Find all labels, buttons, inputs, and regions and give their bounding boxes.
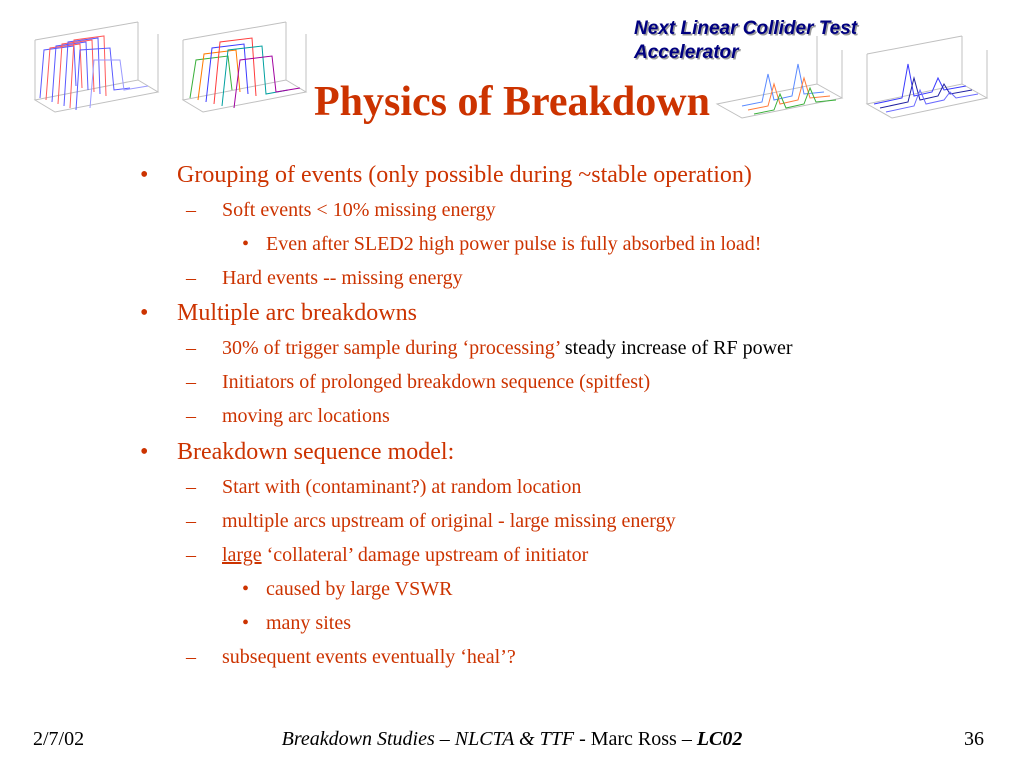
bullet-mark: • xyxy=(242,233,250,255)
footer-center-italic: Breakdown Studies – NLCTA & TTF xyxy=(281,728,575,750)
sub-bullet-text: Initiators of prolonged breakdown sequence (spitfest) xyxy=(222,371,651,393)
sub-sub-bullet-text: Even after SLED2 high power pulse is fully absorbed in load! xyxy=(266,233,762,255)
sub-bullet-text-rest: ‘collateral’ damage upstream of initiator xyxy=(261,544,589,566)
footer-center xyxy=(0,726,1024,752)
dash-mark: – xyxy=(186,646,196,668)
dash-mark: – xyxy=(186,199,196,221)
bullet-mark: • xyxy=(242,578,250,600)
sub-bullet-text xyxy=(222,542,588,568)
sub-sub-bullet-text: caused by large VSWR xyxy=(266,578,453,600)
sub-bullet-text: multiple arcs upstream of original - large missing energy xyxy=(222,510,676,532)
bullet-mark: • xyxy=(140,439,149,465)
sub-bullet-text: moving arc locations xyxy=(222,405,390,427)
footer-center-plain: - Marc Ross – xyxy=(574,728,697,750)
bullet-text: Breakdown sequence model: xyxy=(177,439,455,465)
sub-bullet-text-underlined: large xyxy=(222,544,262,566)
sub-sub-bullet-text: many sites xyxy=(266,612,351,634)
sub-bullet-text: Start with (contaminant?) at random location xyxy=(222,476,582,498)
sub-bullet-text: subsequent events eventually ‘heal’? xyxy=(222,646,516,668)
bullet-text: Multiple arc breakdowns xyxy=(177,300,417,326)
dash-mark: – xyxy=(186,405,196,427)
org-title-line-2: Accelerator xyxy=(634,42,739,63)
bullet-mark: • xyxy=(140,300,149,326)
dash-mark: – xyxy=(186,337,196,359)
bullet-mark: • xyxy=(242,612,250,634)
dash-mark: – xyxy=(186,510,196,532)
dash-mark: – xyxy=(186,267,196,289)
footer-page-number: 36 xyxy=(964,728,984,750)
sub-bullet-text: Soft events < 10% missing energy xyxy=(222,199,496,221)
footer-center-bold: LC02 xyxy=(696,728,743,750)
dash-mark: – xyxy=(186,371,196,393)
dash-mark: – xyxy=(186,544,196,566)
slide-title: Physics of Breakdown xyxy=(314,79,710,125)
sub-bullet-text-black: steady increase of RF power xyxy=(559,337,793,359)
footer-date: 2/7/02 xyxy=(33,728,85,750)
org-title-line-1: Next Linear Collider Test xyxy=(634,18,858,39)
dash-mark: – xyxy=(186,476,196,498)
bullet-text: Grouping of events (only possible during ~stable operation) xyxy=(177,162,752,188)
bullet-mark: • xyxy=(140,162,149,188)
sub-bullet-text-red: 30% of trigger sample during ‘processing’ xyxy=(222,337,560,359)
sub-bullet-text: Hard events -- missing energy xyxy=(222,267,463,289)
sub-bullet-text xyxy=(222,335,793,361)
org-title xyxy=(634,17,934,65)
